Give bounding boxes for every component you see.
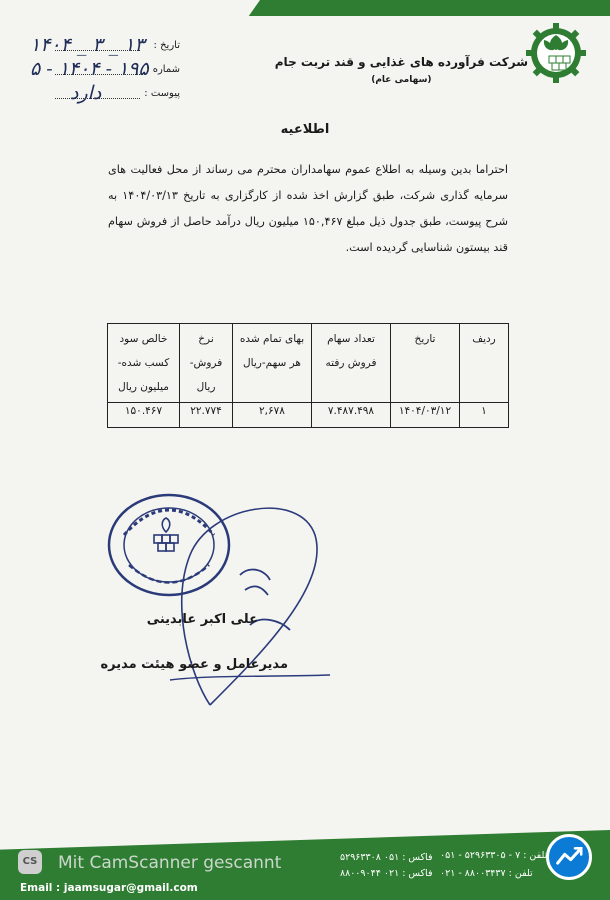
number-row: [20, 58, 180, 82]
footer-phone-2: تلفن : ۸۸۰۰۳۴۳۷ - ۰۲۱: [440, 868, 533, 879]
footer-phone: تلفن : ۷ - ۵۲۹۶۳۳۰۵ - ۰۵۱: [440, 850, 548, 861]
cell-date: ۱۴۰۴/۰۳/۱۲: [391, 403, 460, 428]
footer-fax: فاکس : ۰۵۱ ۵۲۹۶۳۳۰۸: [340, 852, 433, 863]
chart-badge-icon: [546, 834, 592, 880]
footer-fax-2: فاکس : ۰۲۱ ۸۸۰۰۹۰۴۴: [340, 868, 433, 879]
signer-name: علی اکبر عابدینی: [146, 612, 258, 627]
sales-table: [107, 323, 509, 428]
header-sale-rate: نرخ فروش- ریال: [180, 324, 233, 403]
cell-sale-rate: ۲۲.۷۷۴: [180, 403, 233, 428]
date-label: تاریخ :: [153, 40, 180, 51]
attachment-value: دارد: [70, 82, 102, 104]
header-cost-per-share: بهای تمام شده هر سهم-ریال: [233, 324, 312, 403]
number-value: ۵ - ۱۴۰۴ - ۱۹۵: [30, 58, 149, 80]
footer-email: Email : jaamsugar@gmail.com: [20, 882, 198, 894]
cell-cost-per-share: ۲,۶۷۸: [233, 403, 312, 428]
announcement-body: احتراما بدین وسیله به اطلاع عموم سهامداران محترم می رساند از محل فعالیت های سرمایه گذاری شرکت، طبق گزارش اخذ شده از کارگزاری به تاریخ ۱۴۰۴/۰۳/۱۳ به شرح پیوست، طبق جدول ذیل مبلغ ۱۵۰,۴۶۷ میلیون ریال درآمد حاصل از فروش سهام قند بیستون شناسایی گردیده است.: [108, 163, 508, 254]
number-label: شماره :: [146, 64, 180, 75]
attachment-label: پیوست :: [144, 88, 180, 99]
cell-shares-sold: ۷.۴۸۷.۴۹۸: [312, 403, 391, 428]
header-date: تاریخ: [391, 324, 460, 403]
header-green-band: [60, 0, 610, 16]
header-shares-sold: تعداد سهام فروش رفته: [312, 324, 391, 403]
company-block: [275, 55, 528, 85]
company-logo-icon: [523, 20, 589, 86]
handwritten-signature-icon: [150, 495, 350, 715]
date-row: [20, 34, 180, 58]
page-title: اطلاعیه: [280, 122, 330, 137]
company-name: شرکت فرآورده های غذایی و قند تربت جام: [274, 55, 528, 69]
table-header-row: [108, 324, 509, 403]
company-type: (سهامی عام): [371, 75, 432, 85]
scanner-watermark: Mit CamScanner gescannt: [58, 853, 282, 873]
header-row-number: ردیف: [460, 324, 509, 403]
date-value: ۱۴۰۴ _ ۳ _ ۱۳: [30, 34, 145, 56]
letter-meta: [20, 34, 180, 106]
cell-row-number: ۱: [460, 403, 509, 428]
attachment-row: [20, 82, 180, 106]
camscanner-icon: CS: [18, 850, 42, 874]
signer-title: مدیرعامل و عضو هیئت مدیره: [100, 657, 288, 672]
cell-net-profit: ۱۵۰.۴۶۷: [108, 403, 180, 428]
header-net-profit: خالص سود کسب شده- میلیون ریال: [108, 324, 180, 403]
table-row: [108, 403, 509, 428]
